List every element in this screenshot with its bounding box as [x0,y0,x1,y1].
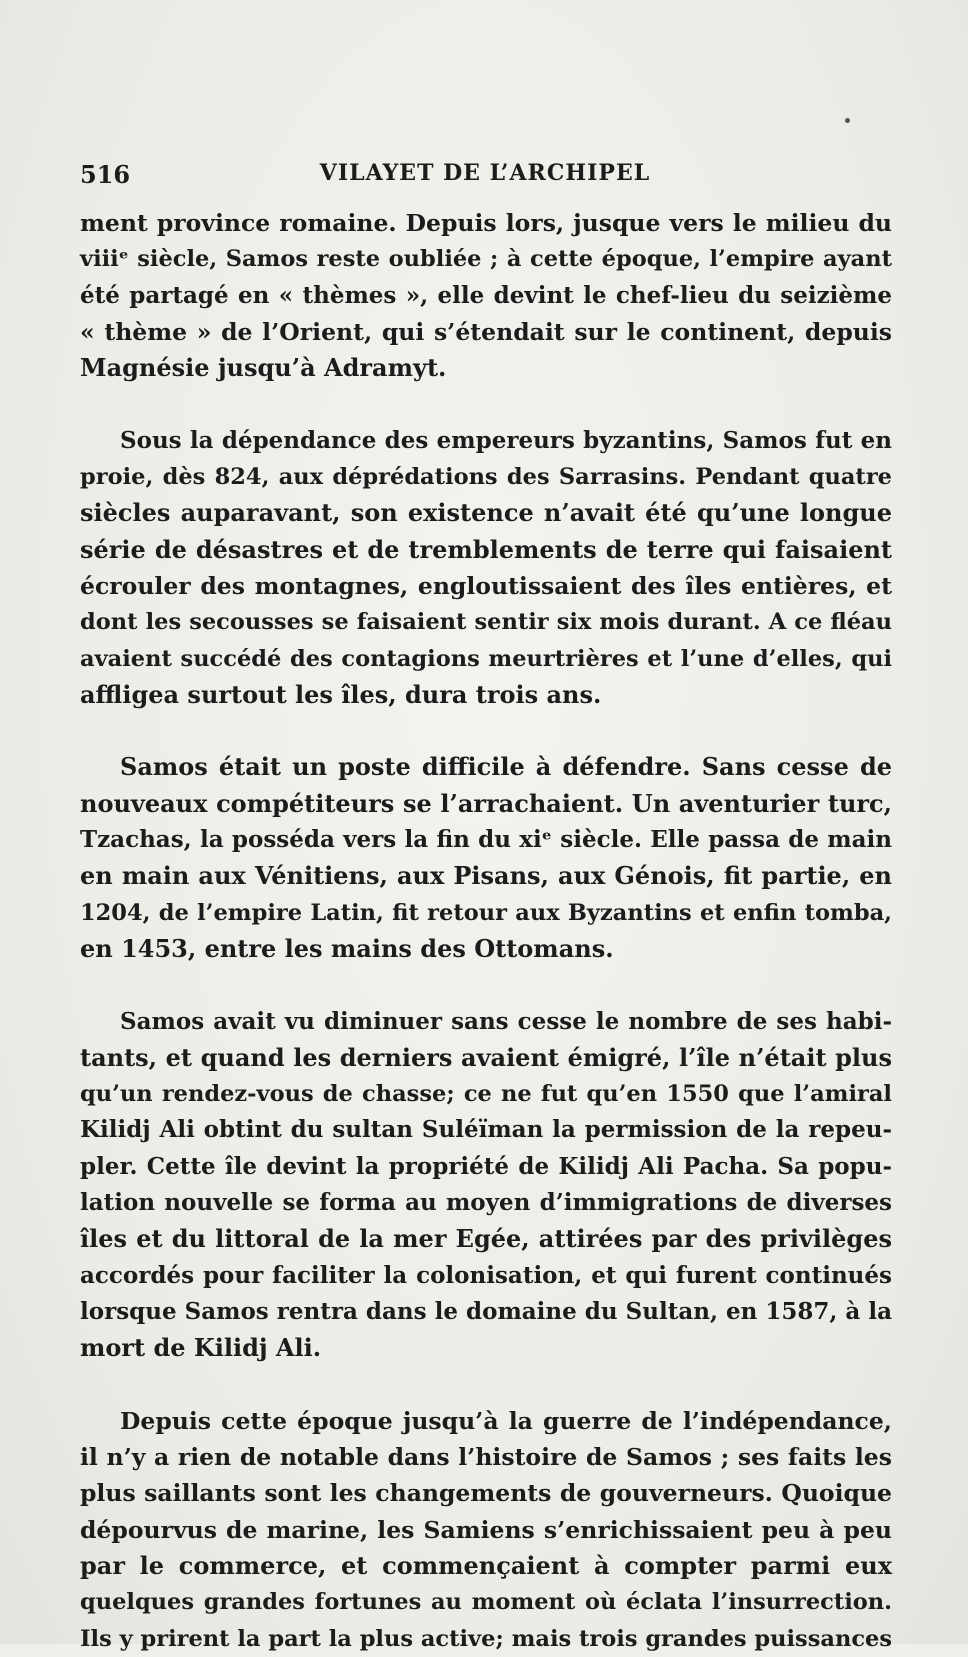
text-line: avaient succédé des contagions meurtrières et l’une d’elles, qui [80,645,892,672]
paragraph [80,205,892,386]
paragraph [80,1403,892,1657]
text-line: en main aux Vénitiens, aux Pisans, aux Génois, fit partie, en [80,861,892,891]
text-line: lorsque Samos rentra dans le domaine du Sultan, en 1587, à la [80,1297,892,1325]
text-line: Kilidj Ali obtint du sultan Suléïman la permission de la repeu- [80,1116,892,1144]
text-line: quelques grandes fortunes au moment où éclata l’insurrection. [80,1589,892,1616]
text-line: plus saillants sont les changements de gouverneurs. Quoique [80,1479,892,1508]
text-line: tants, et quand les derniers avaient émigré, l’île n’était plus [80,1042,892,1072]
text-line: dépourvus de marine, les Samiens s’enrichissaient peu à peu [80,1515,892,1544]
page-header [80,160,890,196]
text-line: lation nouvelle se forma au moyen d’immigrations de diverses [80,1189,892,1217]
text-line: Samos était un poste difficile à défendre. Sans cesse de [120,752,892,782]
text-line: siècles auparavant, son existence n’avait été qu’une longue [80,498,892,528]
text-line: par le commerce, et commençaient à compter parmi eux [80,1550,892,1580]
text-line: nouveaux compétiteurs se l’arrachaient. Un aventurier turc, [80,788,892,818]
text-line: été partagé en « thèmes », elle devint le chef-lieu du seizième [80,281,892,309]
text-line: Magnésie jusqu’à Adramyt. [80,353,447,383]
text-line: 1204, de l’empire Latin, fit retour aux Byzantins et enfin tomba, [80,899,892,926]
text-line: Tzachas, la posséda vers la fin du xiᵉ siècle. Elle passa de main [80,826,892,854]
text-line: écrouler des montagnes, engloutissaient des îles entières, et [80,571,892,600]
text-line: Samos avait vu diminuer sans cesse le nombre de ses habi- [120,1007,892,1035]
running-title: VILAYET DE L’ARCHIPEL [319,160,651,186]
paragraph [80,423,892,713]
text-line: il n’y a rien de notable dans l’histoire de Samos ; ses faits les [80,1443,892,1472]
text-line: accordés pour faciliter la colonisation, et qui furent continués [80,1261,892,1289]
text-line: mort de Kilidj Ali. [80,1333,322,1363]
text-line: Sous la dépendance des empereurs byzantins, Samos fut en [120,426,892,454]
text-line: qu’un rendez-vous de chasse; ce ne fut qu’en 1550 que l’amiral [80,1081,892,1108]
ink-speck [845,118,850,123]
text-line: en 1453, entre les mains des Ottomans. [80,933,614,963]
text-line: série de désastres et de tremblements de terre qui faisaient [80,534,892,564]
text-line: Depuis cette époque jusqu’à la guerre de l’indépendance, [120,1406,892,1435]
text-line: dont les secousses se faisaient sentir six mois durant. A ce fléau [80,609,892,636]
text-line: îles et du littoral de la mer Egée, attirées par des privilèges [80,1224,892,1254]
text-line: « thème » de l’Orient, qui s’étendait sur le continent, depuis [80,317,892,346]
paragraph [80,1004,892,1367]
body-text [80,205,892,1657]
paragraph [80,749,892,967]
text-line: Ils y prirent la part la plus active; mais trois grandes puissances [80,1625,892,1652]
text-line: ment province romaine. Depuis lors, jusque vers le milieu du [80,209,892,237]
text-line: proie, dès 824, aux déprédations des Sarrasins. Pendant quatre [80,464,892,491]
page-number: 516 [80,160,131,189]
text-line: viiiᵉ siècle, Samos reste oubliée ; à cette époque, l’empire ayant [80,246,892,273]
text-line: pler. Cette île devint la propriété de Kilidj Ali Pacha. Sa popu- [80,1152,892,1180]
text-line: affligea surtout les îles, dura trois ans. [80,679,602,709]
